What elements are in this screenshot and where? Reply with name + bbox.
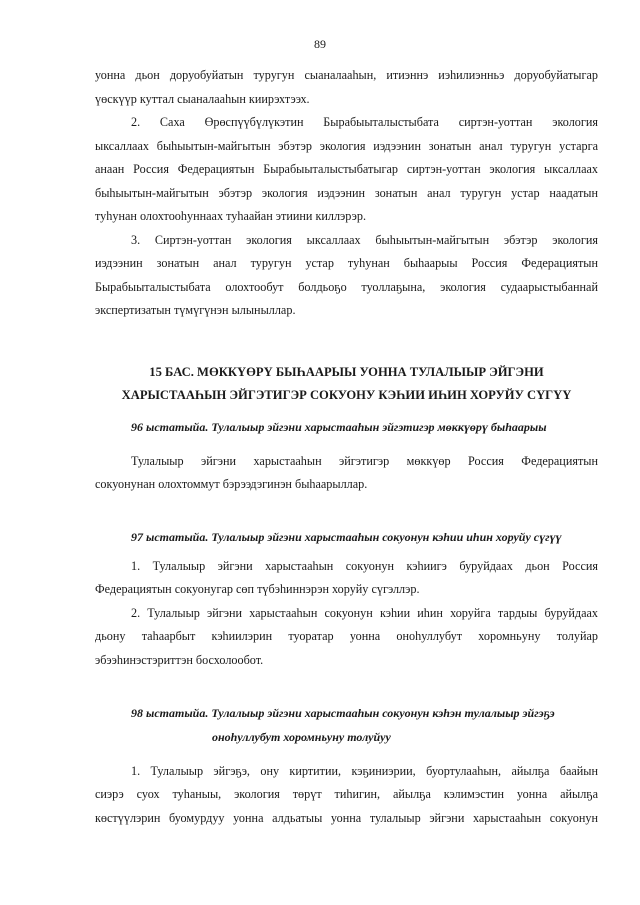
item-3-line-4: экспертизатын түмүгүнэн ылыныллар.: [95, 303, 296, 317]
article-97-p2-line-2: дьону таһаарбыт кэһиилэрин туоратар уонна оноһуллубут хоромньуну толуйар: [95, 629, 598, 643]
item-3-line-1: 3. Сиртэн-уоттан экология ыксаллаах быһыытын-майгытын эбэтэр экология: [131, 233, 598, 247]
item-2-line-2: ыксаллаах быһыытын-майгытын эбэтэр экология иэдээнин зонатын анал туругун устарга: [95, 139, 598, 153]
item-2-line-4: быһыытын-майгытын эбэтэр экология иэдээнин зонатын анал туругун устар наадатын: [95, 186, 598, 200]
chapter-title-line-2: ХАРЫСТААҺЫН ЭЙГЭТИГЭР СОКУОНУ КЭҺИИ ИҺИН ХОРУЙУ СҮГҮҮ: [121, 388, 572, 402]
article-98-title-line-2: оноһуллубут хоромньуну толуйуу: [212, 730, 391, 744]
chapter-title-line-1: 15 БАС. МӨККҮӨРҮ БЫҺААРЫЫ УОННА ТУЛАЛЫЫР ЭЙГЭНИ: [149, 365, 544, 379]
article-98-line-1: 1. Тулалыыр эйгэҕэ, ону киртитии, кэҕиниэрии, буортулааһын, айылҕа баайын: [131, 764, 598, 778]
article-97-p1-line-1: 1. Тулалыыр эйгэни харыстааһын сокуонун кэһиигэ буруйдаах дьон Россия: [131, 559, 598, 573]
article-96-line-1: Тулалыыр эйгэни харыстааһын эйгэтигэр мөккүөр Россия Федерациятын: [131, 454, 598, 468]
article-97-p1-line-2: Федерациятын сокуонугар сөп түбэһиннэрэн хоруйу сүгэллэр.: [95, 582, 420, 596]
article-98-title-line-1: 98 ыстатыйа. Тулалыыр эйгэни харыстааһын сокуонун кэһэн тулалыыр эйгэҕэ: [131, 706, 555, 720]
article-96-title: 96 ыстатыйа. Тулалыыр эйгэни харыстааһын эйгэтигэр мөккүөрү быһаарыы: [131, 420, 547, 434]
intro-line-1: уонна дьон доруобуйатын туругун сыаналааһын, итиэннэ иэһилиэнньэ доруобуйатыгар: [95, 68, 598, 82]
item-2-line-3: анаан Россия Федерациятын Бырабыыталыстыбатыгар сиртэн-уоттан экология ыксаллаах: [95, 162, 598, 176]
item-2-line-5: туһунан олохтооһуннаах туһаайан этиини киллэрэр.: [95, 209, 367, 223]
article-96-line-2: сокуонунан олохтоммут бэрээдэгинэн быһаарыллар.: [95, 477, 368, 491]
item-3-line-2: иэдээнин зонатын анал туругун устар туһунан быһаарыы Россия Федерациятын: [95, 256, 598, 270]
article-98-line-3: көстүүлэрин буомурдуу уонна алдьатыы уонна тулалыыр эйгэни харыстааһын сокуонун: [95, 811, 598, 825]
article-97-p2-line-1: 2. Тулалыыр эйгэни харыстааһын сокуонун кэһии иһин хоруйга тардыы буруйдаах: [131, 606, 598, 620]
article-97-title: 97 ыстатыйа. Тулалыыр эйгэни харыстааһын сокуонун кэһии иһин хоруйу сүгүү: [131, 530, 562, 544]
article-97-p2-line-3: эбээһинэстэриттэн босхолообот.: [95, 653, 264, 667]
article-98-line-2: сиэрэ суох туһаныы, экология төрүт тиһигин, айылҕа кэлимэстин уонна айылҕа: [95, 787, 598, 801]
item-2-line-1: 2. Саха Өрөспүүбүлүкэтин Бырабыыталыстыбата сиртэн-уоттан экология: [131, 115, 598, 129]
item-3-line-3: Бырабыыталыстыбата олохтообут болдьоҕо туоллаҕына, экология судаарыстыбаннай: [95, 280, 598, 294]
page-number: 89: [314, 37, 326, 51]
intro-line-2: үөскүүр куттал сыаналааһын киирэхтээх.: [95, 92, 310, 106]
